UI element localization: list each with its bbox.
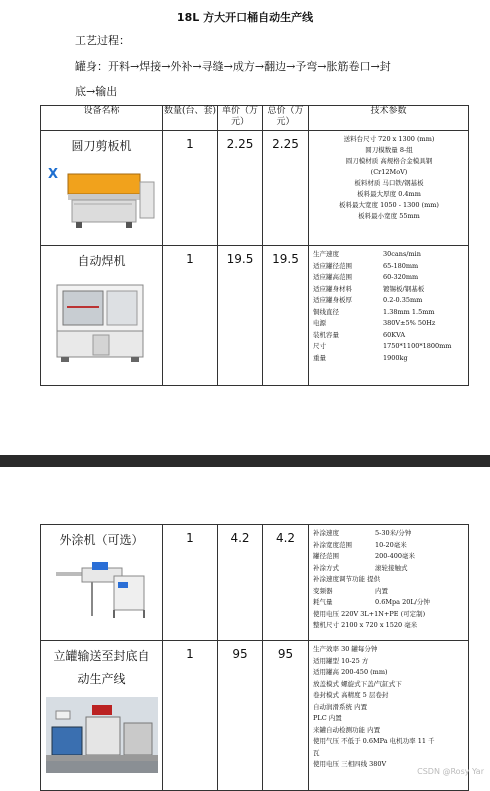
spec-line: 板料最大宽度 1050 - 1300 (mm) bbox=[339, 201, 439, 209]
row-specs bbox=[309, 525, 469, 641]
page-separator bbox=[0, 455, 490, 467]
spec-line: 装机容量 60KVA bbox=[313, 330, 406, 339]
spec-line: 使用电压 220V 3L+1N+PE (可定制) bbox=[313, 609, 426, 618]
header-specs: 技术参数 bbox=[309, 106, 469, 131]
row-qty: 1 bbox=[163, 246, 218, 386]
spec-line: 卷封模式 高精度 5 层卷封 bbox=[313, 691, 389, 699]
equipment-name: 自动焊机 bbox=[77, 254, 126, 268]
table-row bbox=[41, 641, 469, 791]
spec-line: 补涂宽度范围 10-20毫米 bbox=[313, 540, 407, 549]
equipment-name: 立罐输送至封底自 动生产线 bbox=[53, 649, 150, 686]
equipment-table-1 bbox=[40, 105, 469, 386]
row-specs bbox=[309, 131, 469, 246]
spec-line: 适应罐高范围 60-320mm bbox=[313, 273, 419, 281]
header-name: 设备名称 bbox=[41, 106, 163, 131]
spec-line: 适应罐身板厚 0.2-0.35mm bbox=[313, 296, 423, 304]
spec-line: 补涂速度调节功能 提供 bbox=[313, 575, 381, 583]
row-name-cell bbox=[41, 246, 163, 386]
row-qty: 1 bbox=[163, 525, 218, 641]
spec-line: 耗气量 0.6Mpa 20L/分钟 bbox=[313, 598, 430, 606]
document-title: 18L 方大开口桶自动生产线 bbox=[176, 11, 314, 24]
spec-line: 生产效率 30 罐每分钟 bbox=[313, 645, 378, 653]
header-unit-price: 单价（万 元） bbox=[218, 106, 263, 131]
equipment-table-2 bbox=[40, 524, 469, 791]
equipment-name: 外涂机（可选） bbox=[59, 533, 144, 547]
row-total-price: 19.5 bbox=[263, 246, 309, 386]
spec-line: 来罐自动检测功能 内置 bbox=[313, 725, 381, 734]
row-unit-price: 19.5 bbox=[218, 246, 263, 386]
process-line-2: 底→输出 bbox=[75, 85, 118, 98]
spec-line: 适应罐径范围 65-180mm bbox=[313, 261, 419, 270]
spec-line: 适用罐高 200-450 (mm) bbox=[313, 668, 388, 676]
row-total-price: 95 bbox=[263, 641, 309, 791]
spec-line: 补涂速度 5-30米/分钟 bbox=[313, 529, 412, 537]
table-row bbox=[41, 131, 469, 246]
spec-line: 板料最大厚度 0.4mm bbox=[357, 190, 421, 198]
spec-line: 铜线直径 1.38mm 1.5mm bbox=[313, 307, 435, 316]
spec-line: 重量 1900kg bbox=[313, 353, 408, 362]
row-total-price: 2.25 bbox=[263, 131, 309, 246]
process-line-1: 罐身：开料→焊接→外补→寻缝→成方→翻边→予弯→胀筋卷口→封 bbox=[75, 60, 391, 73]
spec-line: (Cr12MoV) bbox=[370, 168, 408, 176]
row-name-cell bbox=[41, 525, 163, 641]
header-total-price: 总价（万 元） bbox=[263, 106, 309, 131]
spec-line: PLC 内置 bbox=[313, 714, 342, 722]
row-qty: 1 bbox=[163, 641, 218, 791]
spec-line: 电源 380V±5% 50Hz bbox=[313, 319, 436, 327]
spec-line: 适应罐身材料 镀锡板/钢基板 bbox=[313, 284, 425, 293]
row-unit-price: 2.25 bbox=[218, 131, 263, 246]
spec-line: 圆刀模材质 高规格合金模具钢 bbox=[345, 157, 433, 165]
row-unit-price: 95 bbox=[218, 641, 263, 791]
coater-machine-image bbox=[52, 558, 152, 624]
spec-line: 罐径范围 200-400毫米 bbox=[313, 552, 416, 560]
shear-machine-image bbox=[46, 164, 158, 232]
spec-line: 圆刀模数量 8-组 bbox=[365, 146, 413, 154]
spec-line: 变频器 内置 bbox=[313, 586, 388, 595]
production-line-image bbox=[46, 697, 158, 773]
row-specs bbox=[309, 246, 469, 386]
spec-line: 板料最小宽度 55mm bbox=[358, 212, 420, 220]
spec-line: 生产速度 30cans/min bbox=[313, 250, 421, 258]
header-qty: 数量(台、套) bbox=[163, 106, 218, 131]
row-qty: 1 bbox=[163, 131, 218, 246]
spec-line: 整机尺寸 2100 x 720 x 1520 毫米 bbox=[313, 621, 418, 629]
watermark: CSDN @Rosy Yar bbox=[417, 767, 484, 776]
spec-line: 瓦 bbox=[313, 748, 320, 757]
table-header-row bbox=[41, 106, 469, 131]
process-heading: 工艺过程： bbox=[75, 34, 130, 47]
spec-line: 板料材质 马口铁/钢基板 bbox=[354, 179, 424, 187]
spec-line: 使用气压 不低于 0.6MPa 电机功率 11 千 bbox=[313, 737, 435, 745]
spec-line: 尺寸 1750*1100*1800mm bbox=[313, 342, 452, 350]
spec-line: 补涂方式 滚轮接触式 bbox=[313, 563, 408, 572]
table-row bbox=[41, 525, 469, 641]
row-name-cell bbox=[41, 641, 163, 791]
spec-line: 放盖模式 螺旋式下盖/气缸式下 bbox=[313, 679, 402, 688]
row-unit-price: 4.2 bbox=[218, 525, 263, 641]
equipment-name: 圆刀剪板机 bbox=[71, 139, 132, 153]
row-total-price: 4.2 bbox=[263, 525, 309, 641]
spec-line: 自动润滑系统 内置 bbox=[313, 702, 368, 711]
spec-line: 适用罐型 10-25 方 bbox=[313, 656, 369, 665]
brand-logo: X bbox=[47, 167, 58, 182]
spec-line: 使用电压 三相四线 380V bbox=[313, 760, 387, 768]
table-row bbox=[41, 246, 469, 386]
spec-line: 送料台尺寸 720 x 1300 (mm) bbox=[343, 135, 435, 143]
welder-machine-image bbox=[53, 279, 151, 365]
row-name-cell bbox=[41, 131, 163, 246]
